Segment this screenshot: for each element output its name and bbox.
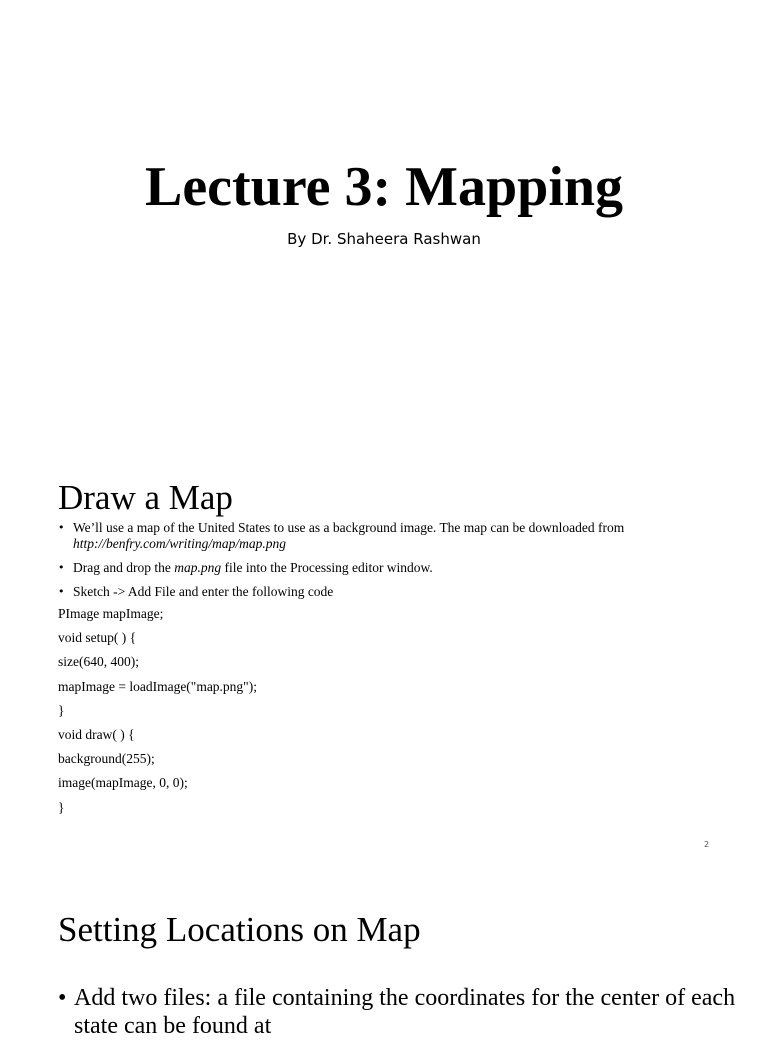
- lecture-title: Lecture 3: Mapping: [144, 156, 624, 218]
- filename-emphasis: map.png: [174, 560, 222, 575]
- code-line: background(255);: [58, 751, 155, 767]
- page-number: 2: [704, 840, 710, 849]
- bullet-text: We’ll use a map of the United States to use as a background image. The map can be downloaded from: [73, 520, 625, 535]
- code-line: }: [58, 799, 65, 815]
- code-line: image(mapImage, 0, 0);: [58, 775, 188, 791]
- bullet-item: [58, 560, 708, 576]
- code-line: size(640, 400);: [58, 654, 139, 670]
- code-line: void setup( ) {: [58, 630, 137, 646]
- author-subtitle: By Dr. Shaheera Rashwan: [287, 230, 481, 248]
- bullet-item: [58, 584, 708, 600]
- setting-locations-slide: [0, 868, 768, 1039]
- bullet-text: Sketch -> Add File and enter the following code: [73, 584, 334, 599]
- bullet-item: [58, 520, 708, 552]
- slide-heading: Setting Locations on Map: [58, 910, 421, 949]
- code-line: mapImage = loadImage("map.png");: [58, 678, 257, 694]
- code-line: void draw( ) {: [58, 726, 135, 742]
- slide-heading: Draw a Map: [58, 478, 233, 517]
- code-listing: [58, 606, 257, 824]
- bullet-text-post: file into the Processing editor window.: [221, 560, 433, 575]
- bullet-list: [58, 984, 748, 1040]
- draw-a-map-slide: [0, 434, 768, 868]
- code-line: PImage mapImage;: [58, 606, 164, 621]
- code-line: }: [58, 702, 65, 718]
- bullet-item: • Add two files: a file containing the coordinates for the center of each state can be found at: [58, 984, 748, 1040]
- bullet-list: [58, 520, 708, 608]
- map-url-link[interactable]: http://benfry.com/writing/map/map.png: [73, 536, 286, 551]
- title-slide: [0, 0, 768, 434]
- bullet-text-pre: Drag and drop the: [73, 560, 175, 575]
